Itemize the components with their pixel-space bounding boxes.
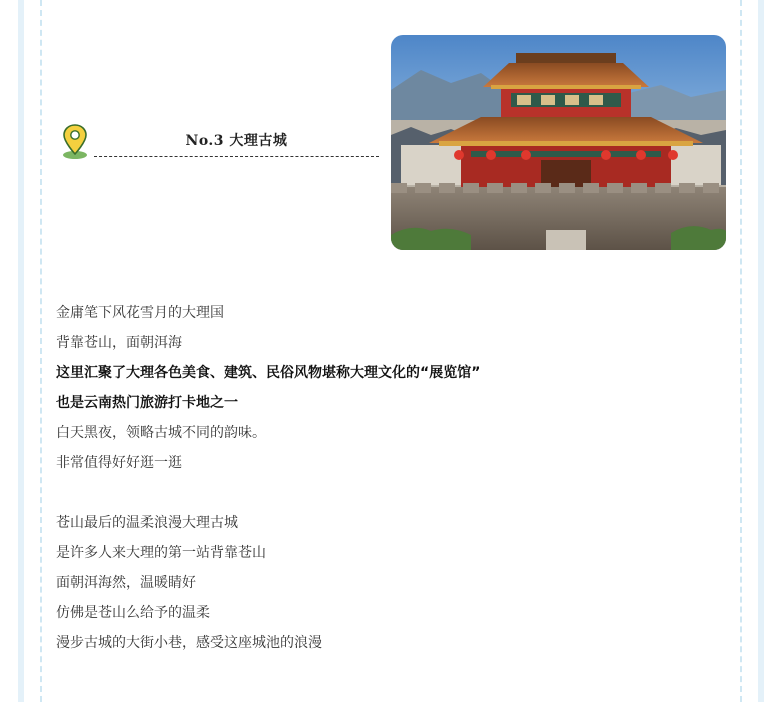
body-line-bold: 这里汇聚了大理各色美食、建筑、民俗风物堪称大理文化的“展览馆” bbox=[56, 365, 481, 381]
dashed-guide-right bbox=[740, 0, 742, 702]
body-line: 漫步古城的大街小巷，感受这座城池的浪漫 bbox=[56, 635, 322, 651]
article-body bbox=[56, 298, 726, 658]
section-title: No.3 大理古城 bbox=[185, 133, 288, 149]
body-line: 非常值得好好逛一逛 bbox=[56, 455, 182, 471]
body-line: 苍山最后的温柔浪漫大理古城 bbox=[56, 515, 238, 531]
body-line-bold: 也是云南热门旅游打卡地之一 bbox=[56, 395, 238, 411]
frame-left-border bbox=[18, 0, 24, 702]
body-line: 仿佛是苍山么给予的温柔 bbox=[56, 605, 210, 621]
body-line: 是许多人来大理的第一站背靠苍山 bbox=[56, 545, 266, 561]
body-line: 白天黑夜，领略古城不同的韵味。 bbox=[56, 425, 266, 441]
body-line: 金庸笔下风花雪月的大理国 bbox=[56, 305, 224, 321]
dali-ancient-city-gate-photo bbox=[391, 35, 726, 250]
body-line: 面朝洱海然，温暖睛好 bbox=[56, 575, 196, 591]
dashed-guide-left bbox=[40, 0, 42, 702]
section-title-underline bbox=[94, 130, 379, 157]
body-line: 背靠苍山，面朝洱海 bbox=[56, 335, 182, 351]
map-pin-icon bbox=[60, 122, 92, 162]
frame-right-border bbox=[758, 0, 764, 702]
paragraph-gap bbox=[56, 478, 726, 508]
